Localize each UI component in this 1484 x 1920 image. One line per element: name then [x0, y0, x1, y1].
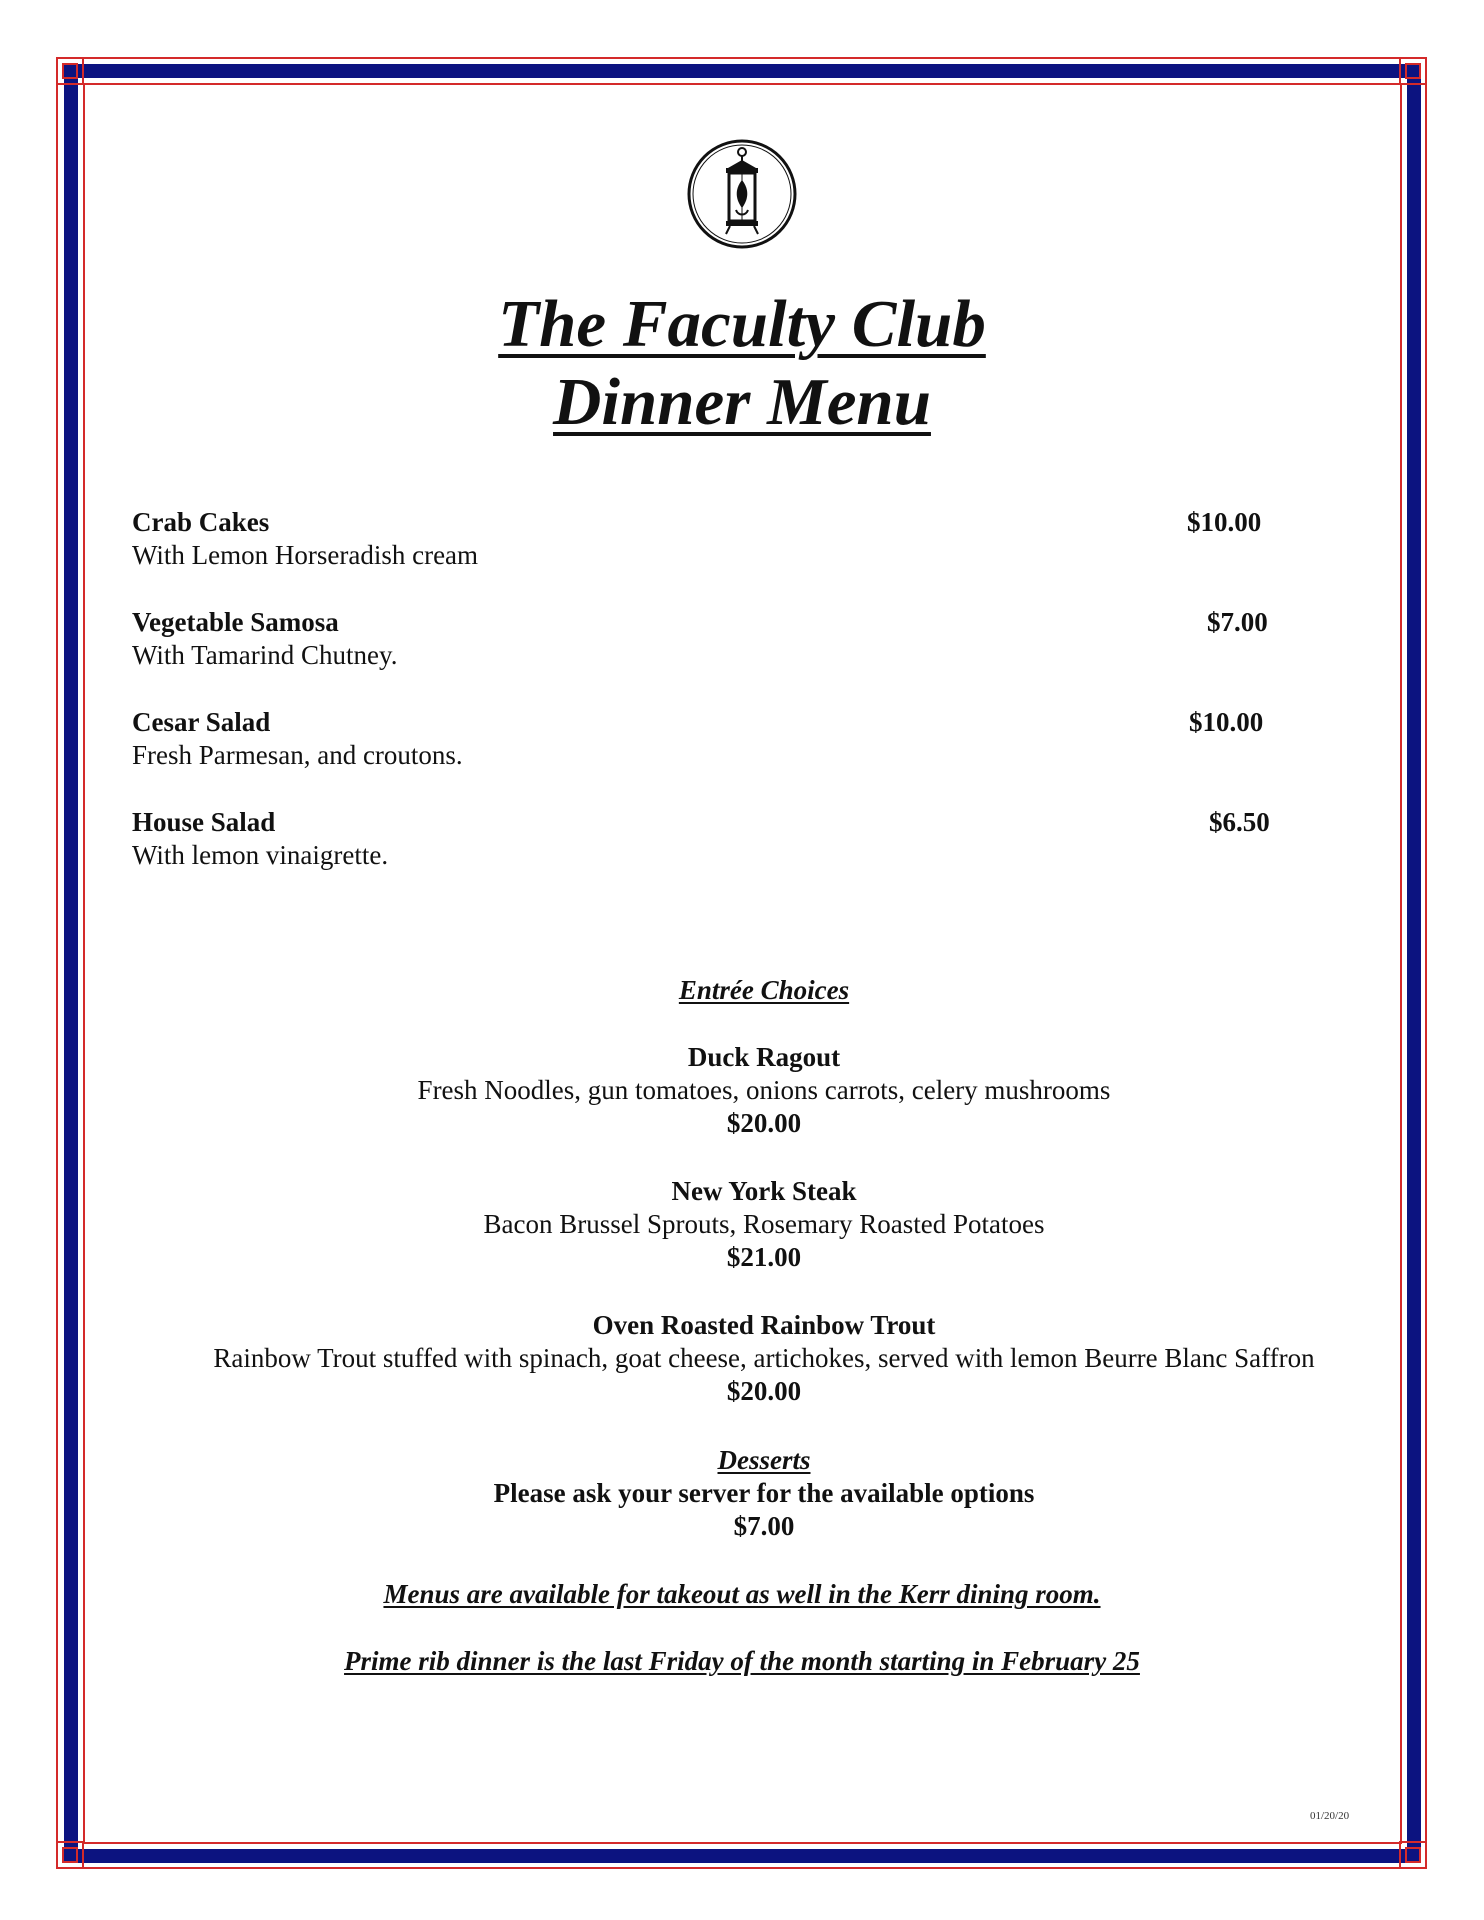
appetizer-item — [132, 705, 1282, 775]
date-stamp: 01/20/20 — [1310, 1810, 1350, 1822]
appetizer-description: Fresh Parmesan, and croutons. — [132, 740, 463, 770]
dessert-heading: Desserts — [717, 1445, 811, 1475]
entree-description: Fresh Noodles, gun tomatoes, onions carrots, celery mushrooms — [417, 1075, 1111, 1105]
dessert-price: $7.00 — [733, 1511, 795, 1541]
dessert-text: Please ask your server for the available options — [493, 1478, 1035, 1508]
corner-ornament-inner-top-right — [1405, 63, 1421, 79]
takeout-note: Menus are available for takeout as well in the Kerr dining room. — [383, 1579, 1101, 1609]
corner-ornament-inner-bottom-left — [62, 1847, 78, 1863]
page-title-line-2: Dinner Menu — [553, 365, 931, 439]
entree-description: Bacon Brussel Sprouts, Rosemary Roasted Potatoes — [483, 1209, 1045, 1239]
entree-price: $20.00 — [726, 1108, 802, 1138]
appetizer-description: With Lemon Horseradish cream — [132, 540, 479, 570]
entree-name: Duck Ragout — [687, 1042, 841, 1072]
appetizer-price: $7.00 — [1207, 607, 1268, 637]
appetizer-description: With lemon vinaigrette. — [132, 840, 389, 870]
lantern-logo-icon — [686, 138, 798, 250]
appetizer-name: Crab Cakes — [132, 507, 270, 537]
entree-name: Oven Roasted Rainbow Trout — [592, 1310, 936, 1340]
entree-description: Rainbow Trout stuffed with spinach, goat cheese, artichokes, served with lemon Beurre Blanc Saffron — [213, 1343, 1315, 1373]
corner-ornament-inner-top-left — [62, 63, 78, 79]
appetizer-name: Cesar Salad — [132, 707, 271, 737]
entree-heading: Entrée Choices — [678, 975, 850, 1005]
appetizer-item — [132, 805, 1282, 875]
appetizer-price: $10.00 — [1189, 707, 1264, 737]
appetizer-name: Vegetable Samosa — [132, 607, 339, 637]
appetizer-price: $6.50 — [1209, 807, 1270, 837]
appetizer-item — [132, 505, 1282, 575]
appetizer-name: House Salad — [132, 807, 276, 837]
entree-name: New York Steak — [671, 1176, 857, 1206]
corner-ornament-inner-bottom-right — [1405, 1847, 1421, 1863]
appetizer-description: With Tamarind Chutney. — [132, 640, 398, 670]
appetizer-item — [132, 605, 1282, 675]
entree-price: $21.00 — [726, 1242, 802, 1272]
entree-price: $20.00 — [726, 1376, 802, 1406]
page-title-line-1: The Faculty Club — [498, 287, 986, 361]
prime-rib-note: Prime rib dinner is the last Friday of the month starting in February 25 — [344, 1646, 1140, 1676]
appetizer-price: $10.00 — [1187, 507, 1262, 537]
